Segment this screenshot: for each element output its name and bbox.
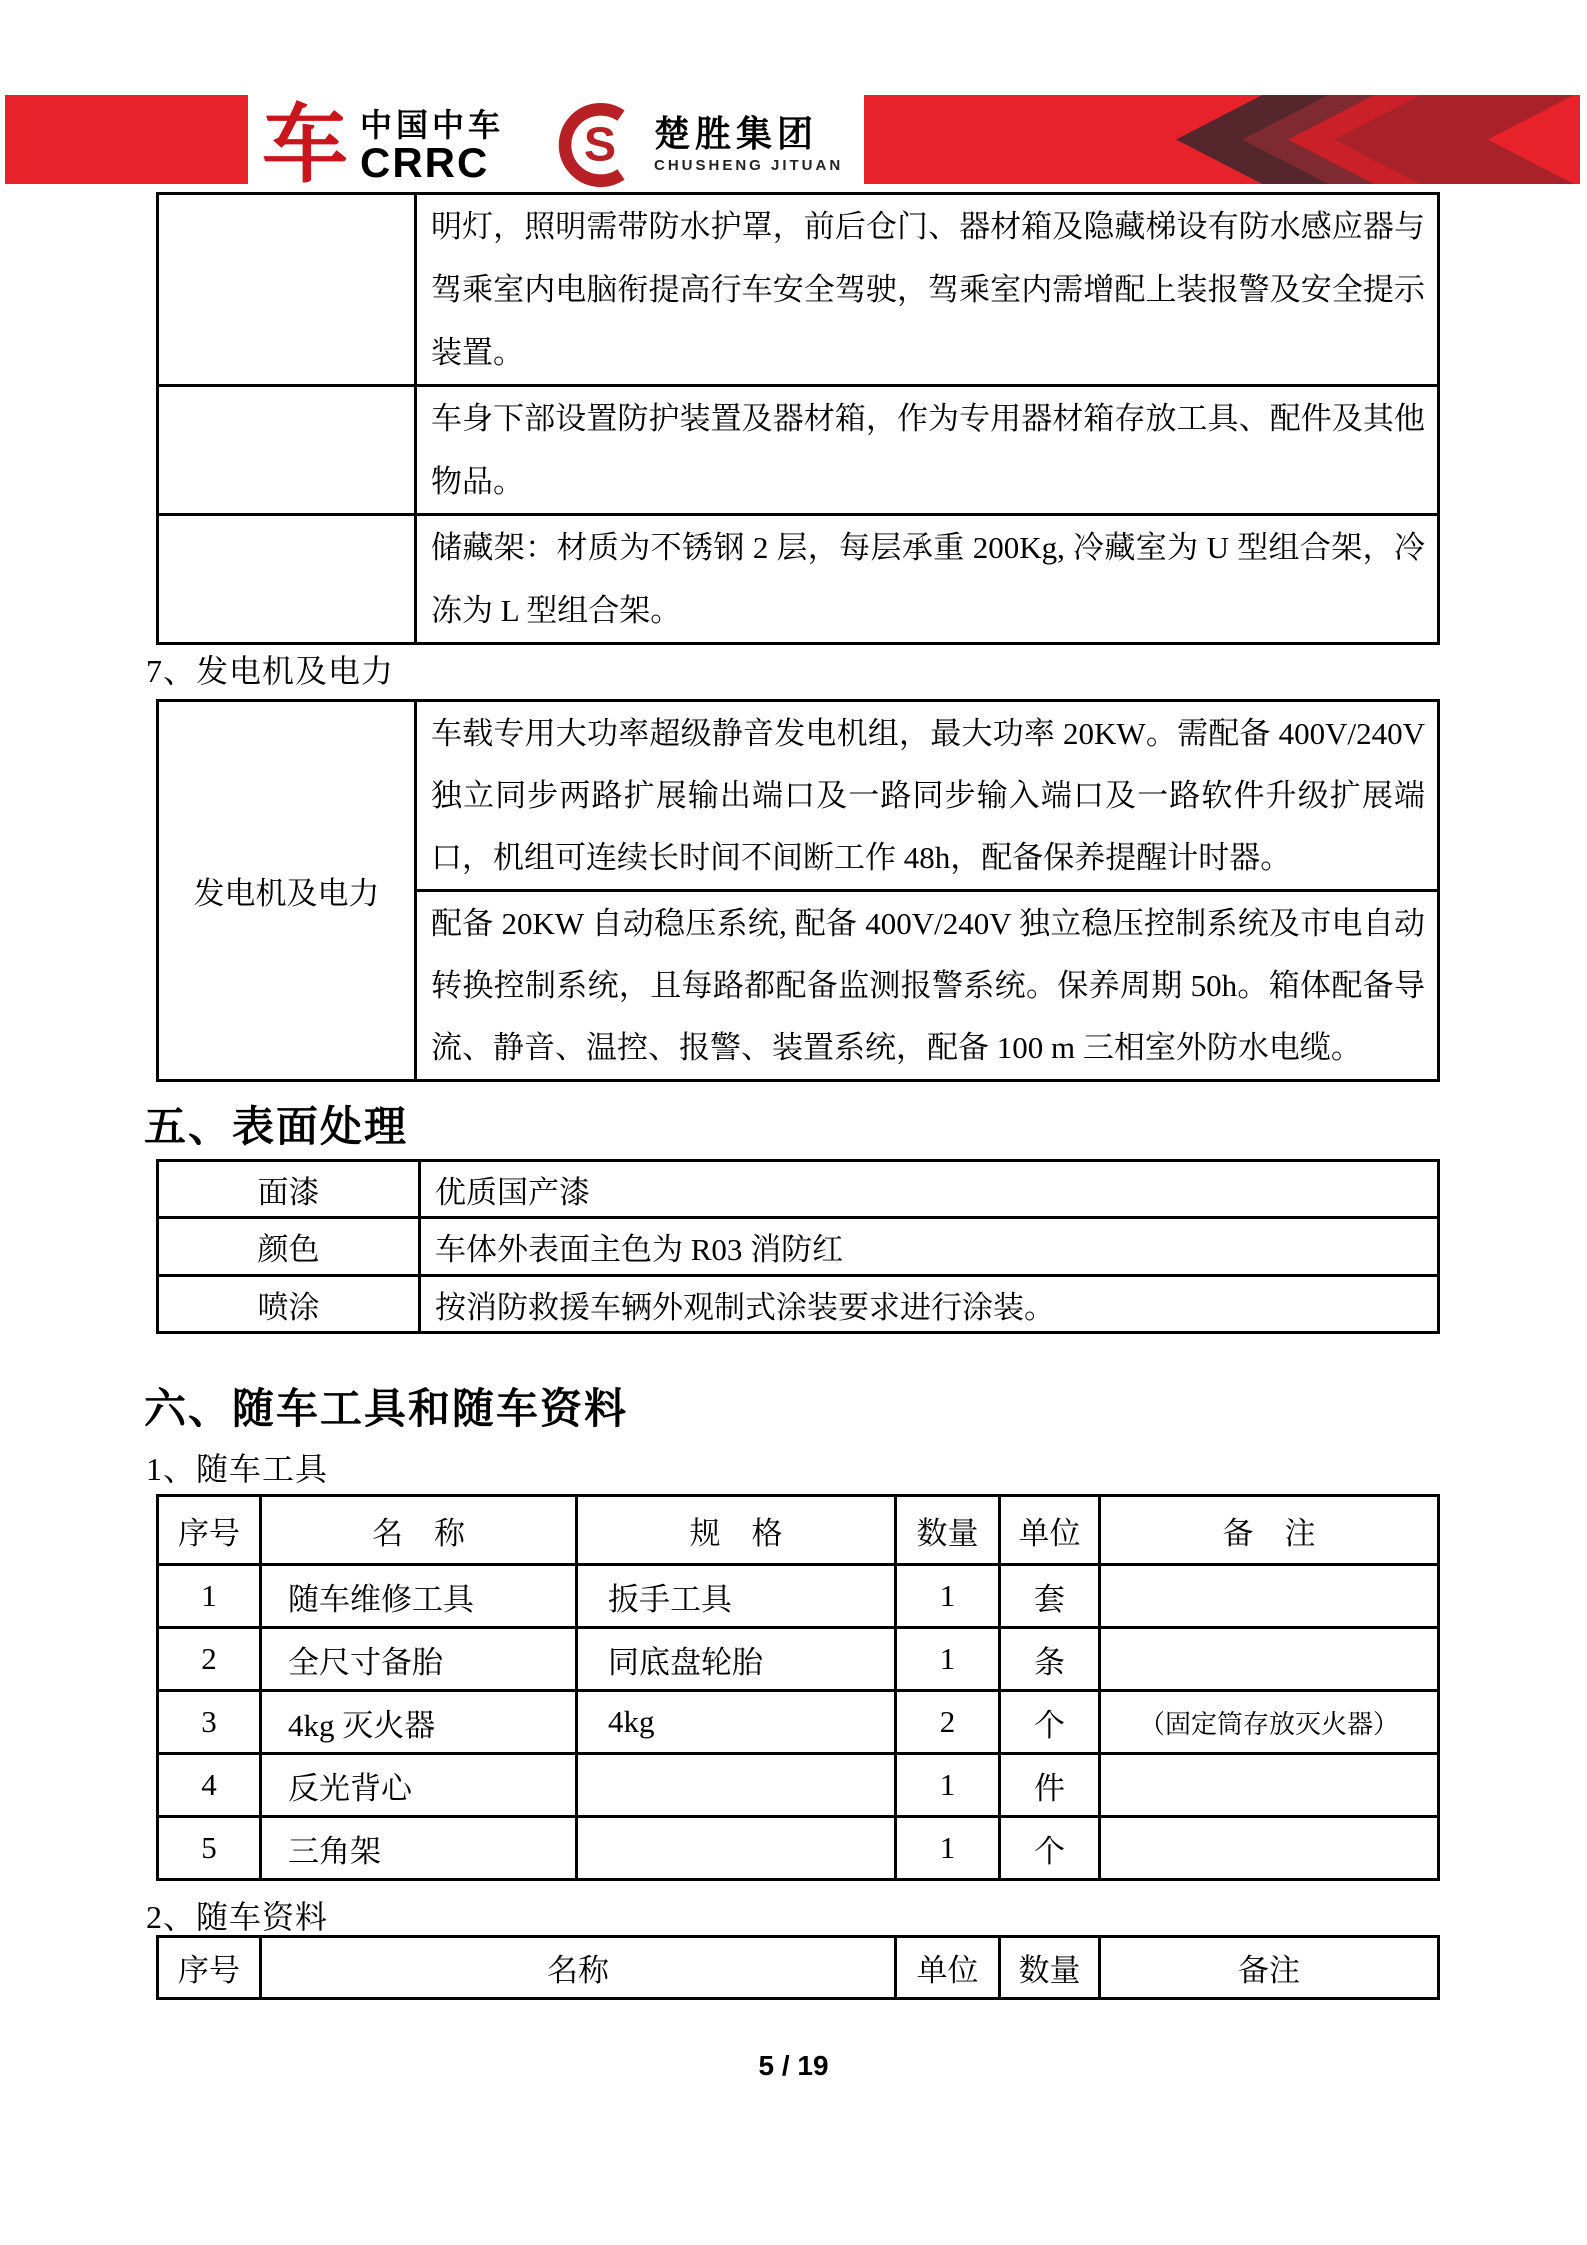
- table-row: [158, 1565, 1439, 1628]
- header-left-red-block: [5, 95, 248, 184]
- surface-label-cell: 颜色: [158, 1218, 420, 1276]
- column-header: 序号: [158, 1496, 261, 1565]
- accessories-section-heading: 六、随车工具和随车资料: [144, 1387, 629, 1433]
- tool-note-cell: [1100, 1565, 1439, 1628]
- crrc-mark-icon: 车: [262, 97, 348, 193]
- column-header: 序号: [158, 1937, 261, 1999]
- tool-note-cell: [1100, 1628, 1439, 1691]
- tool-no-cell: 1: [158, 1565, 261, 1628]
- chusheng-chinese-name: 楚胜集团: [654, 113, 819, 154]
- tools-subheading: 1、随车工具: [146, 1451, 329, 1487]
- generator-spec-table: [156, 699, 1440, 1082]
- column-header: 名 称: [261, 1496, 577, 1565]
- generator-subheading: 7、发电机及电力: [146, 653, 395, 689]
- table-row: [158, 386, 1439, 515]
- column-header: 规 格: [577, 1496, 896, 1565]
- surface-value-cell: 优质国产漆: [420, 1161, 1439, 1218]
- column-header: 单位: [1000, 1496, 1100, 1565]
- spec-text-cell: 车载专用大功率超级静音发电机组，最大功率 20KW。需配备 400V/240V 独立同步两路扩展输出端口及一路同步输入端口及一路软件升级扩展端口，机组可连续长时间不间断工作 48h，配备保养提醒计时器。: [416, 701, 1439, 891]
- materials-header-row: [158, 1937, 1439, 1999]
- crrc-logo-text: [360, 107, 505, 186]
- tool-qty-cell: 2: [896, 1691, 1000, 1754]
- tools-header-row: [158, 1496, 1439, 1565]
- crrc-logo: [262, 97, 505, 193]
- spec-text-cell: 储藏架：材质为不锈钢 2 层，每层承重 200Kg, 冷藏室为 U 型组合架，冷冻为 L 型组合架。: [416, 515, 1439, 644]
- column-header: 备 注: [1100, 1496, 1439, 1565]
- surface-value-cell: 车体外表面主色为 R03 消防红: [420, 1218, 1439, 1276]
- svg-text:S: S: [583, 117, 617, 172]
- generator-label-cell: 发电机及电力: [158, 701, 416, 1081]
- tool-no-cell: 3: [158, 1691, 261, 1754]
- tool-name-cell: 随车维修工具: [261, 1565, 577, 1628]
- chusheng-mark-icon: [558, 103, 642, 187]
- tool-name-cell: 三角架: [261, 1817, 577, 1880]
- column-header: 备注: [1100, 1937, 1439, 1999]
- column-header: 名称: [261, 1937, 896, 1999]
- tool-note-cell: [1100, 1754, 1439, 1817]
- tool-name-cell: 反光背心: [261, 1754, 577, 1817]
- tool-spec-cell: [577, 1817, 896, 1880]
- chusheng-english-name: CHUSHENG JITUAN: [654, 157, 844, 174]
- tool-no-cell: 2: [158, 1628, 261, 1691]
- table-row: [158, 1754, 1439, 1817]
- column-header: 数量: [896, 1496, 1000, 1565]
- spec-text-cell: 车身下部设置防护装置及器材箱，作为专用器材箱存放工具、配件及其他物品。: [416, 386, 1439, 515]
- surface-treatment-table: [156, 1159, 1440, 1334]
- materials-table: [156, 1935, 1440, 2000]
- tool-qty-cell: 1: [896, 1628, 1000, 1691]
- tool-qty-cell: 1: [896, 1565, 1000, 1628]
- spec-text-cell: 明灯，照明需带防水护罩，前后仓门、器材箱及隐藏梯设有防水感应器与驾乘室内电脑衔提高行车安全驾驶，驾乘室内需增配上装报警及安全提示装置。: [416, 194, 1439, 386]
- tool-spec-cell: 4kg: [577, 1691, 896, 1754]
- tool-spec-cell: [577, 1754, 896, 1817]
- table-row: [158, 1628, 1439, 1691]
- table-row: [158, 1276, 1439, 1333]
- tool-note-cell: [1100, 1817, 1439, 1880]
- spec-label-cell: [158, 386, 416, 515]
- tool-unit-cell: 个: [1000, 1691, 1100, 1754]
- spec-label-cell: [158, 194, 416, 386]
- chusheng-logo-text: [654, 113, 843, 177]
- table-row: [158, 1161, 1439, 1218]
- surface-label-cell: 面漆: [158, 1161, 420, 1218]
- tool-no-cell: 4: [158, 1754, 261, 1817]
- surface-section-heading: 五、表面处理: [144, 1105, 409, 1151]
- tool-spec-cell: 同底盘轮胎: [577, 1628, 896, 1691]
- table-row: [158, 1817, 1439, 1880]
- header-right-red-bar: [864, 95, 1580, 184]
- tool-note-cell: （固定筒存放灭火器）: [1100, 1691, 1439, 1754]
- tool-unit-cell: 条: [1000, 1628, 1100, 1691]
- crrc-english-name: CRRC: [360, 139, 490, 186]
- tool-name-cell: 4kg 灭火器: [261, 1691, 577, 1754]
- tools-table: [156, 1494, 1440, 1881]
- spec-label-cell: [158, 515, 416, 644]
- chusheng-logo: [558, 100, 843, 190]
- tool-unit-cell: 个: [1000, 1817, 1100, 1880]
- table-row: [158, 701, 1439, 891]
- table-row: [158, 515, 1439, 644]
- crrc-chinese-name: 中国中车: [360, 107, 505, 143]
- column-header: 数量: [1000, 1937, 1100, 1999]
- tool-qty-cell: 1: [896, 1817, 1000, 1880]
- table-row: [158, 1218, 1439, 1276]
- table-row: [158, 1691, 1439, 1754]
- tool-spec-cell: 扳手工具: [577, 1565, 896, 1628]
- tool-name-cell: 全尺寸备胎: [261, 1628, 577, 1691]
- table-row: [158, 194, 1439, 386]
- tool-unit-cell: 件: [1000, 1754, 1100, 1817]
- surface-label-cell: 喷涂: [158, 1276, 420, 1333]
- surface-value-cell: 按消防救援车辆外观制式涂装要求进行涂装。: [420, 1276, 1439, 1333]
- upfit-spec-table: [156, 192, 1440, 645]
- spec-text-cell: 配备 20KW 自动稳压系统, 配备 400V/240V 独立稳压控制系统及市电自动转换控制系统，且每路都配备监测报警系统。保养周期 50h。箱体配备导流、静音、温控、报警、装置系统，配备 100 m 三相室外防水电缆。: [416, 891, 1439, 1081]
- page-number: 5 / 19: [758, 2050, 829, 2081]
- column-header: 单位: [896, 1937, 1000, 1999]
- tool-qty-cell: 1: [896, 1754, 1000, 1817]
- tool-unit-cell: 套: [1000, 1565, 1100, 1628]
- tool-no-cell: 5: [158, 1817, 261, 1880]
- materials-subheading: 2、随车资料: [146, 1899, 329, 1935]
